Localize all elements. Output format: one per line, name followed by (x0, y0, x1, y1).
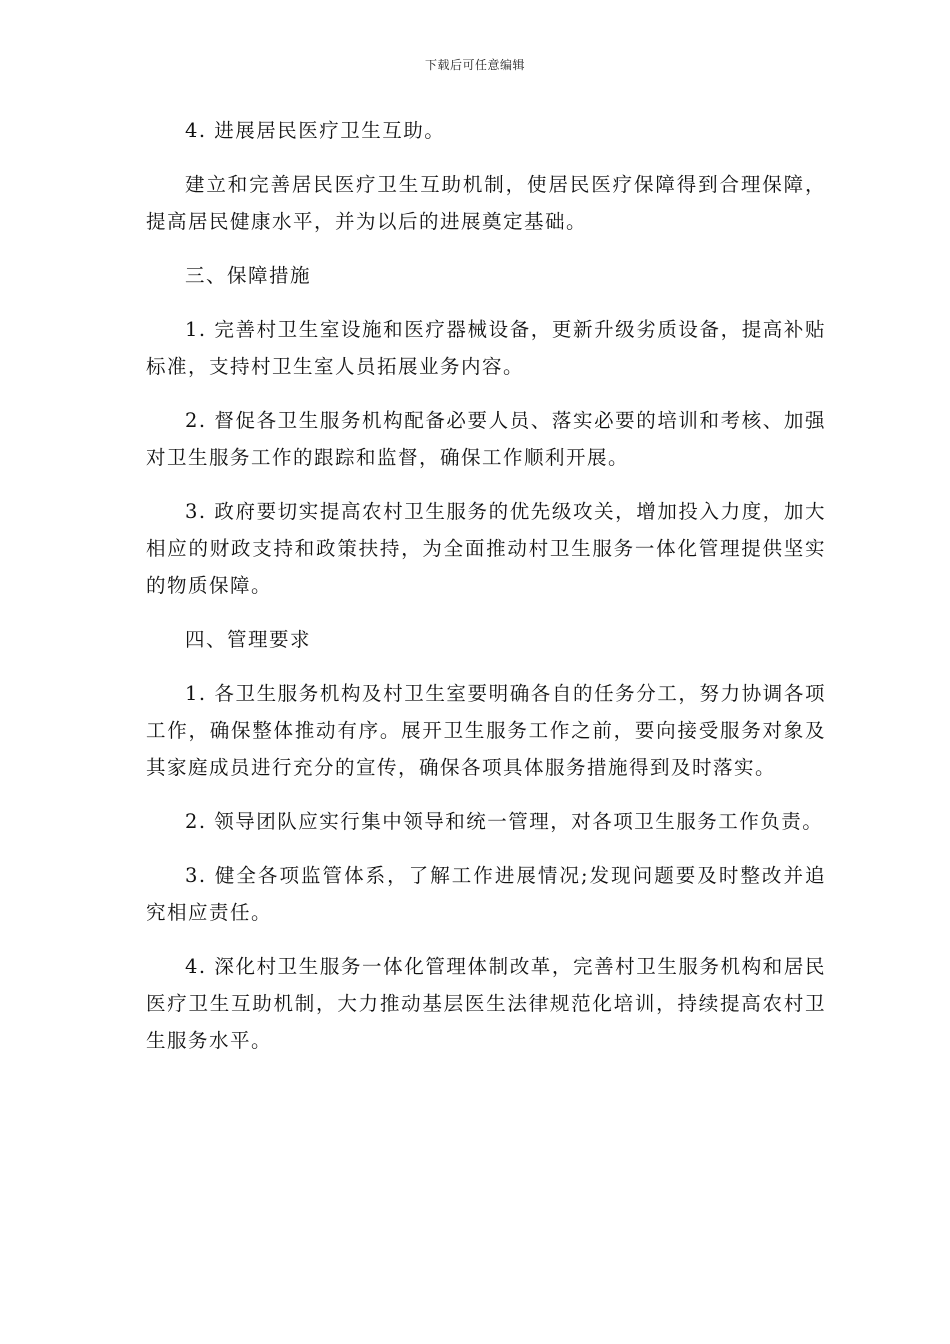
paragraph-mutual-aid-mechanism: 建立和完善居民医疗卫生互助机制，使居民医疗保障得到合理保障，提高居民健康水平，并为以后的进展奠定基础。 (146, 173, 826, 233)
page-header-note: 下载后可任意编辑 (424, 58, 525, 72)
paragraph-safeguard-3: 3. 政府要切实提高农村卫生服务的优先级攻关，增加投入力度，加大相应的财政支持和政策扶持，为全面推动村卫生服务一体化管理提供坚实的物质保障。 (146, 500, 826, 597)
document-body (146, 112, 826, 1059)
section-heading-safeguards: 三、保障措施 (185, 264, 312, 287)
paragraph-management-3: 3. 健全各项监管体系，了解工作进展情况;发现问题要及时整改并追究相应责任。 (146, 864, 826, 924)
paragraph-safeguard-2: 2. 督促各卫生服务机构配备必要人员、落实必要的培训和考核、加强对卫生服务工作的跟踪和监督，确保工作顺利开展。 (146, 409, 826, 469)
paragraph-management-2: 2. 领导团队应实行集中领导和统一管理，对各项卫生服务工作负责。 (185, 810, 824, 833)
paragraph-safeguard-1: 1. 完善村卫生室设施和医疗器械设备，更新升级劣质设备，提高补贴标准，支持村卫生室人员拓展业务内容。 (146, 318, 826, 378)
paragraph-management-4: 4. 深化村卫生服务一体化管理体制改革，完善村卫生服务机构和居民医疗卫生互助机制，大力推动基层医生法律规范化培训，持续提高农村卫生服务水平。 (146, 955, 826, 1052)
paragraph-item-4-mutual-aid: 4. 进展居民医疗卫生互助。 (185, 119, 446, 142)
paragraph-management-1: 1. 各卫生服务机构及村卫生室要明确各自的任务分工，努力协调各项工作，确保整体推动有序。展开卫生服务工作之前，要向接受服务对象及其家庭成员进行充分的宣传，确保各项具体服务措施得到及时落实。 (146, 682, 826, 779)
section-heading-management: 四、管理要求 (185, 628, 312, 651)
